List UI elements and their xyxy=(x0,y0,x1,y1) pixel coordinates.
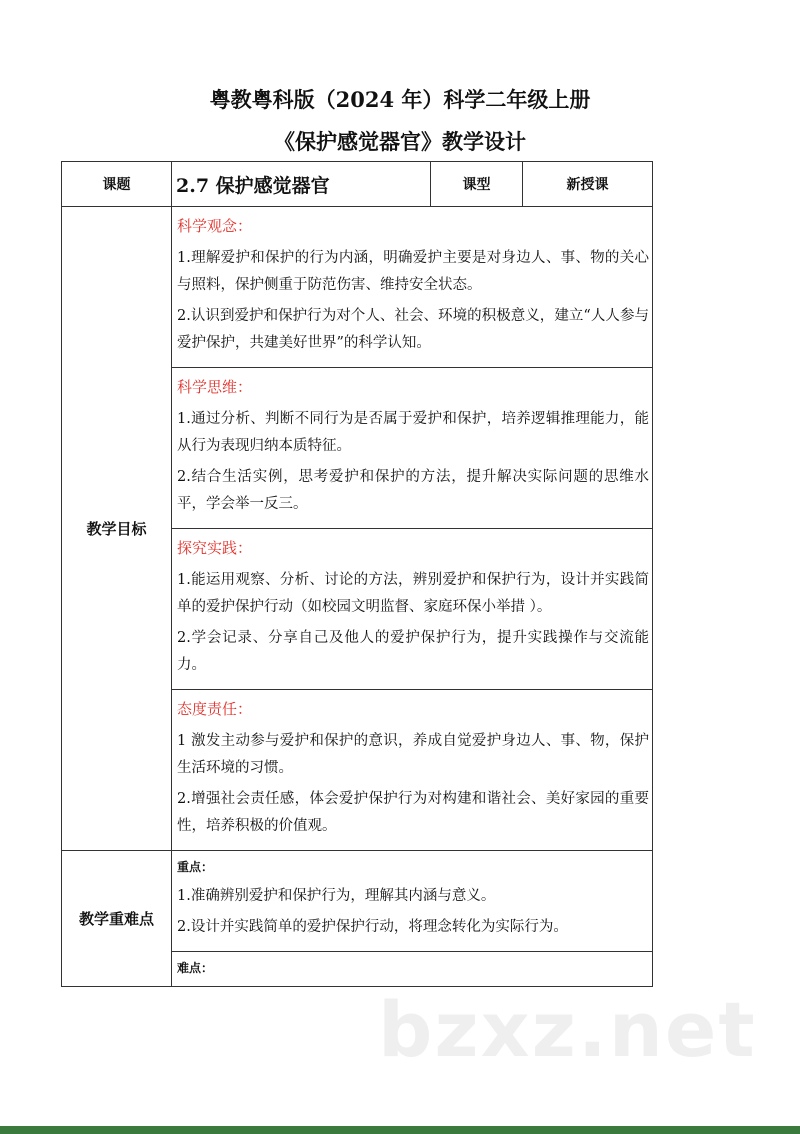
objective-item: 1.能运用观察、分析、讨论的方法，辨别爱护和保护行为，设计并实践简单的爱护保护行动（如校园文明监督、家庭环保小举措 ）。 xyxy=(177,572,649,615)
key-point-item: 1.准确辨别爱护和保护行为，理解其内涵与意义。 xyxy=(177,888,496,904)
section-title: 态度责任： xyxy=(177,700,253,718)
objectives-label: 教学目标 xyxy=(62,207,172,851)
objective-item: 1.理解爱护和保护的行为内涵，明确爱护主要是对身边人、事、物的关心与照料，保护侧重于防范伤害、维持安全状态。 xyxy=(177,250,649,293)
lesson-plan-table xyxy=(61,161,653,987)
section-title: 科学思维： xyxy=(177,378,253,396)
difficulties-title: 难点： xyxy=(177,961,214,975)
bottom-bar xyxy=(0,1126,800,1134)
objective-section-concept xyxy=(172,207,653,368)
topic-value: 2.7 保护感觉器官 xyxy=(172,162,431,207)
objective-item: 2.结合生活实例，思考爱护和保护的方法，提升解决实际问题的思维水平，学会举一反三。 xyxy=(177,469,649,512)
objective-item: 2.增强社会责任感，体会爱护保护行为对构建和谐社会、美好家园的重要性，培养积极的价值观。 xyxy=(177,791,649,834)
objective-section-attitude xyxy=(172,690,653,851)
document-subtitle: 《保护感觉器官》教学设计 xyxy=(274,129,526,154)
objective-item: 1.通过分析、判断不同行为是否属于爱护和保护，培养逻辑推理能力，能从行为表现归纳本质特征。 xyxy=(177,411,649,454)
topic-row xyxy=(62,162,653,207)
key-points-title: 重点： xyxy=(177,860,214,874)
keypoints-row xyxy=(62,851,653,952)
type-label: 课型 xyxy=(431,162,523,207)
section-title: 探究实践： xyxy=(177,539,253,557)
key-point-item: 2.设计并实践简单的爱护保护行动，将理念转化为实际行为。 xyxy=(177,919,568,935)
objectives-row-1 xyxy=(62,207,653,368)
objective-item: 2.认识到爱护和保护行为对个人、社会、环境的积极意义，建立“人人参与爱护保护，共建美好世界”的科学认知。 xyxy=(177,308,649,351)
type-value: 新授课 xyxy=(523,162,653,207)
objective-section-practice xyxy=(172,529,653,690)
watermark: bzxz.net xyxy=(378,985,757,1074)
section-title: 科学观念： xyxy=(177,217,253,235)
difficulties-cell xyxy=(172,952,653,987)
document-title: 粤教粤科版（2024 年）科学二年级上册 xyxy=(209,87,591,112)
objective-section-thinking xyxy=(172,368,653,529)
topic-label: 课题 xyxy=(62,162,172,207)
keypoints-label: 教学重难点 xyxy=(62,851,172,987)
objective-item: 2.学会记录、分享自己及他人的爱护保护行为，提升实践操作与交流能力。 xyxy=(177,630,649,673)
key-points-cell xyxy=(172,851,653,952)
objective-item: 1 激发主动参与爱护和保护的意识，养成自觉爱护身边人、事、物，保护生活环境的习惯。 xyxy=(177,733,649,776)
